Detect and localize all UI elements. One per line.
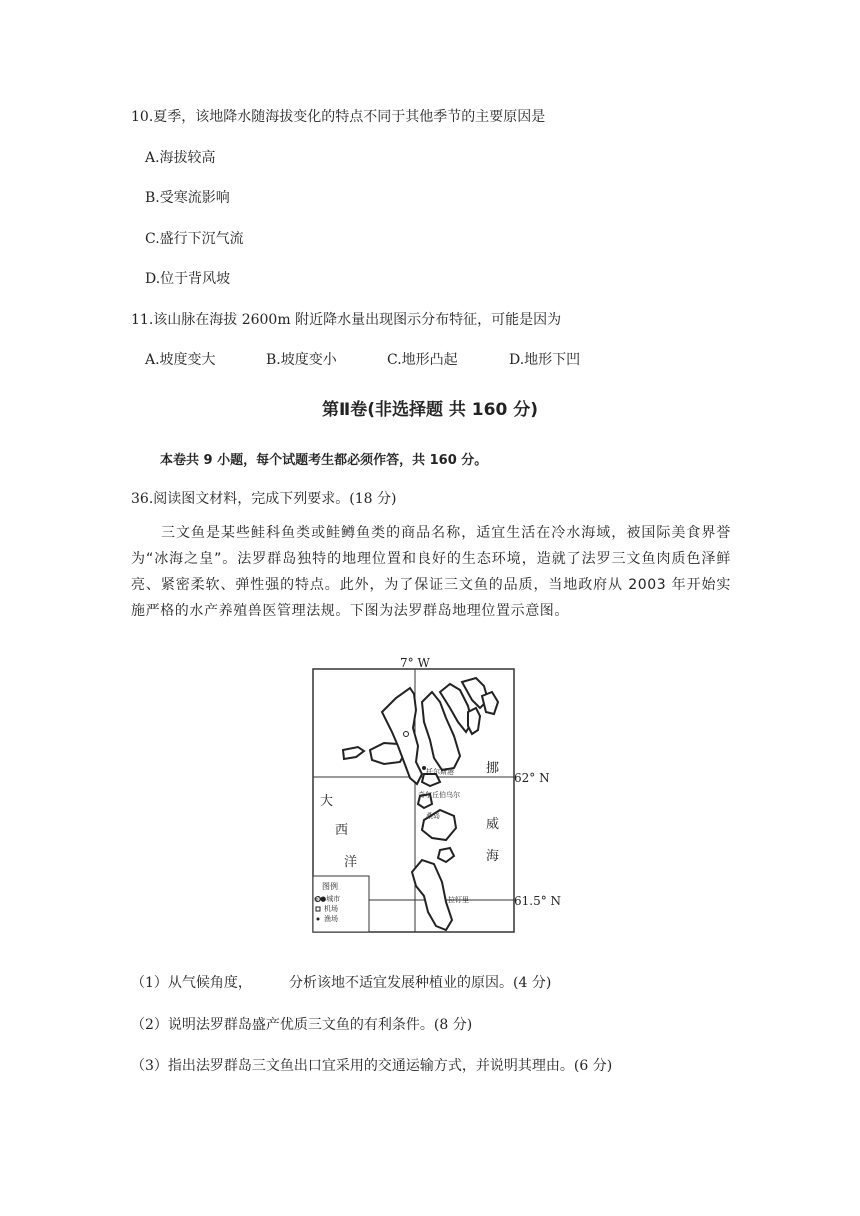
legend-airport: 机场 xyxy=(324,905,338,913)
place-suduroy: 拉钉里 xyxy=(448,896,469,904)
question-36-material: 三文鱼是某些鲑科鱼类或鲑鳟鱼类的商品名称，适宜生活在冷水海域，被国际美食界誉为“冰海之皇”。法罗群岛独特的地理位置和良好的生态环境，造就了法罗三文鱼肉质色泽鲜亮、紧密柔软、弹性强的特点。此外，为了保证三文鱼的品质，当地政府从 2003 年开始实施严格的水产养殖兽医管理法规。下图为法罗群岛地理位置示意图。 xyxy=(131,525,731,619)
island-north-3 xyxy=(468,708,480,734)
legend-city: ◎●城市 xyxy=(314,895,341,903)
norwegian-sea-label-3: 海 xyxy=(486,849,500,864)
q10-option-a: A.海拔较高 xyxy=(145,150,216,166)
atlantic-label-1: 大 xyxy=(320,794,334,809)
q10-option-b: B.受寒流影响 xyxy=(145,190,230,206)
faroe-islands-map xyxy=(300,650,560,935)
island-skuvoy xyxy=(438,848,454,862)
q11-option-c: C.地形凸起 xyxy=(387,352,458,368)
norwegian-sea-label-2: 威 xyxy=(486,817,500,832)
section-title: 第Ⅱ卷(非选择题 共 160 分) xyxy=(322,400,538,420)
atlantic-label-2: 西 xyxy=(335,823,349,838)
sub-question-3: （3）指出法罗群岛三文鱼出口宜采用的交通运输方式，并说明其理由。(6 分) xyxy=(131,1058,613,1074)
place-sandoy: 桑岛 xyxy=(426,812,440,820)
legend-fishery: 渔场 xyxy=(324,915,338,923)
question-11-stem: 11.该山脉在海拔 2600m 附近降水量出现图示分布特征，可能是因为 xyxy=(131,312,562,328)
section-note: 本卷共 9 小题，每个试题考生都必须作答，共 160 分。 xyxy=(160,453,488,468)
longitude-label: 7° W xyxy=(400,656,430,670)
island-north-4 xyxy=(482,692,498,714)
latitude-61-5-label: 61.5° N xyxy=(514,894,562,908)
q10-option-c: C.盛行下沉气流 xyxy=(145,231,244,247)
q11-option-b: B.坡度变小 xyxy=(266,352,337,368)
island-mykines xyxy=(343,747,364,759)
sub-question-2: （2）说明法罗群岛盛产优质三文鱼的有利条件。(8 分) xyxy=(131,1017,473,1033)
norwegian-sea-label-1: 挪 xyxy=(486,761,500,776)
island-streymoy xyxy=(382,688,422,784)
sub-question-1-b: 分析该地不适宜发展种植业的原因。(4 分) xyxy=(289,975,552,991)
place-kirkjubour: 奇尔丘伯乌尔 xyxy=(418,791,460,799)
q11-option-d: D.地形下凹 xyxy=(509,352,581,368)
q11-option-a: A.坡度变大 xyxy=(145,352,216,368)
latitude-62-label: 62° N xyxy=(514,771,550,785)
question-10-stem: 10.夏季，该地降水随海拔变化的特点不同于其他季节的主要原因是 xyxy=(131,109,546,125)
sub-question-1-a: （1）从气候角度， xyxy=(131,975,252,991)
fishery-symbol-icon xyxy=(317,918,320,921)
atlantic-label-3: 洋 xyxy=(344,855,358,870)
q10-option-d: D.位于背风坡 xyxy=(145,271,231,287)
legend-title: 图例 xyxy=(322,882,338,891)
island-suduroy xyxy=(412,860,452,930)
place-torshavn: 托尔斯港 xyxy=(426,768,454,776)
question-36-stem: 36.阅读图文材料，完成下列要求。(18 分) xyxy=(131,491,397,507)
